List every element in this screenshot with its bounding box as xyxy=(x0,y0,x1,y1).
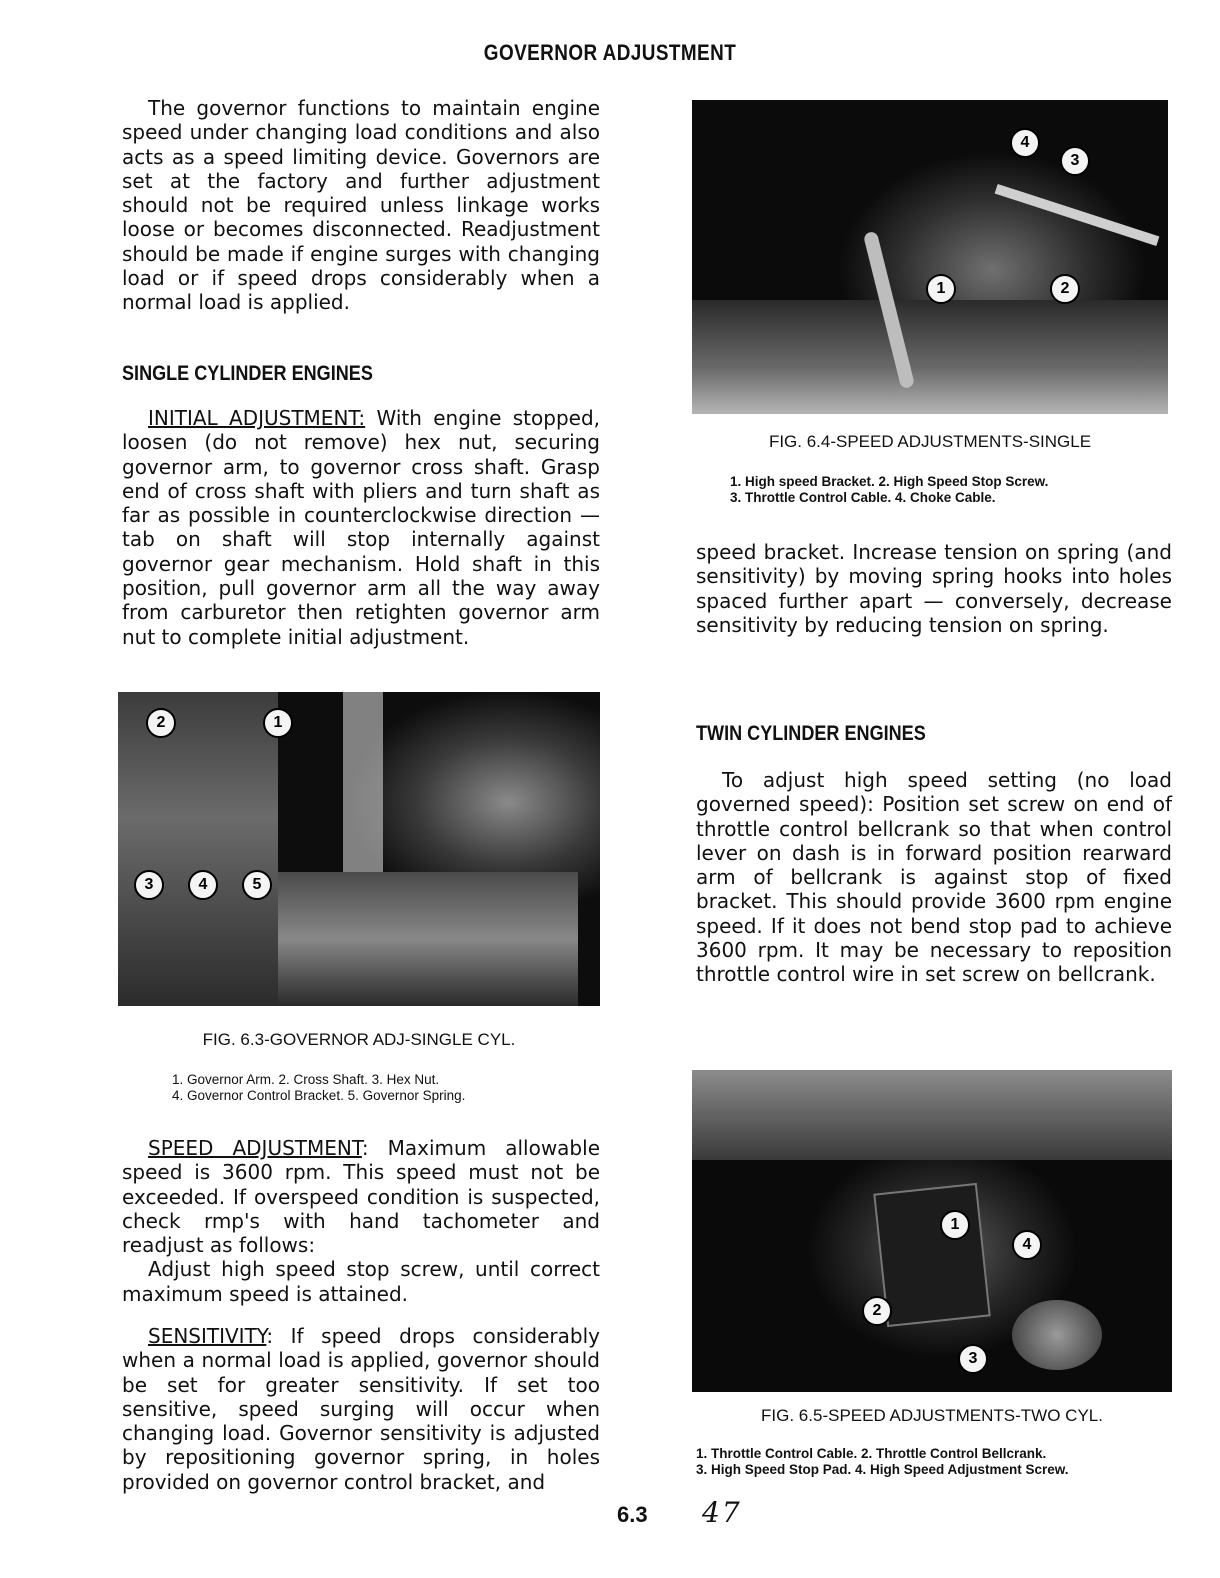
fig-6-3-callout-1: 1 xyxy=(263,708,293,738)
initial-adjustment-label: INITIAL ADJUSTMENT: xyxy=(148,406,366,430)
fig-6-4-callout-3: 3 xyxy=(1060,146,1090,176)
fig-6-5-legend-line-1: 1. Throttle Control Cable. 2. Throttle Control Bellcrank. xyxy=(696,1446,1047,1461)
fig-6-3-callout-3: 3 xyxy=(134,870,164,900)
fig-6-4-caption: FIG. 6.4-SPEED ADJUSTMENTS-SINGLE xyxy=(768,432,1092,451)
initial-adjustment-text: With engine stopped, loosen (do not remove) hex nut, securing governor arm, to governor cross shaft. Grasp end of cross shaft with pliers and turn shaft as far as possible in counterclockwise direction — tab on shaft will stop internally against governor gear mechanism. Hold shaft in this position, pull governor arm all the way away from carburetor then retighten governor arm nut to complete initial adjustment. xyxy=(122,406,600,649)
speed-adjustment-text: : Maximum allowable speed is 3600 rpm. This speed must not be exceeded. If overspeed condition is suspected, check rmp's with hand tachometer and readjust as follows: xyxy=(122,1136,600,1258)
fig-6-4-legend-line-2: 3. Throttle Control Cable. 4. Choke Cable. xyxy=(730,490,996,505)
photo-top xyxy=(692,1070,1172,1160)
fig-6-3-callout-5: 5 xyxy=(242,870,272,900)
fig-6-3-legend xyxy=(172,1072,465,1104)
fig-6-4-photo xyxy=(692,100,1168,414)
twin-cylinder-body xyxy=(696,768,1172,987)
photo-floor xyxy=(692,300,1168,414)
speed-adjustment-label: SPEED ADJUSTMENT xyxy=(148,1136,362,1160)
photo-engine-block xyxy=(278,872,578,1006)
twin-cylinder-paragraph: To adjust high speed setting (no load governed speed): Position set screw on end of throttle control bellcrank so that when control lever on dash is in forward position rearward arm of bellcrank is against stop of fixed bracket. This should provide 3600 rpm engine speed. If it does not bend stop pad to achieve 3600 rpm. It may be necessary to reposition throttle control wire in set screw on bellcrank. xyxy=(696,768,1172,987)
fig-6-5-legend xyxy=(696,1446,1069,1478)
speed-adjustment-paragraph-2: Adjust high speed stop screw, until correct maximum speed is attained. xyxy=(122,1257,600,1306)
fig-6-3-callout-2: 2 xyxy=(146,708,176,738)
photo-filter xyxy=(1012,1300,1102,1370)
fig-6-5-callout-4: 4 xyxy=(1012,1230,1042,1260)
twin-cylinder-heading: TWIN CYLINDER ENGINES xyxy=(696,722,926,745)
intro-paragraph: The governor functions to maintain engine speed under changing load conditions and also acts as a speed limiting device. Governors are set at the factory and further adjustment should not be required unless linkage works loose or becomes disconnected. Readjustment should be made if engine surges with changing load or if speed drops considerably when a normal load is applied. xyxy=(122,96,600,315)
fig-6-3-photo xyxy=(118,692,600,1006)
fig-6-3-legend-line-1: 1. Governor Arm. 2. Cross Shaft. 3. Hex Nut. xyxy=(172,1072,440,1087)
fig-6-5-callout-2: 2 xyxy=(862,1296,892,1326)
fig-6-4-callout-4: 4 xyxy=(1010,128,1040,158)
sensitivity-label: SENSITIVITY xyxy=(148,1324,267,1348)
initial-adjustment-section xyxy=(122,406,600,649)
fig-6-5-callout-3: 3 xyxy=(958,1344,988,1374)
page-title: GOVERNOR ADJUSTMENT xyxy=(483,40,737,65)
fig-6-5-photo xyxy=(692,1070,1172,1392)
fig-6-5-caption: FIG. 6.5-SPEED ADJUSTMENTS-TWO CYL. xyxy=(761,1406,1103,1425)
sensitivity-text: : If speed drops considerably when a normal load is applied, governor should be set for greater sensitivity. If set too sensitive, speed surging will occur when changing load. Governor sensitivity is adjusted by repositioning governor spring, in holes provided on governor control bracket, and xyxy=(122,1324,600,1494)
intro-section xyxy=(122,96,600,315)
fig-6-4-legend-line-1: 1. High speed Bracket. 2. High Speed Stop Screw. xyxy=(730,474,1049,489)
sensitivity-continued-section xyxy=(696,540,1172,637)
fig-6-3-legend-line-2: 4. Governor Control Bracket. 5. Governor Spring. xyxy=(172,1088,466,1103)
single-cylinder-section xyxy=(122,362,600,386)
sensitivity-section xyxy=(122,1324,600,1494)
sensitivity-continued-paragraph: speed bracket. Increase tension on spring (and sensitivity) by moving spring hooks into holes spaced further apart — conversely, decrease sensitivity by reducing tension on spring. xyxy=(696,540,1172,637)
sensitivity-paragraph xyxy=(122,1324,600,1494)
single-cylinder-heading: SINGLE CYLINDER ENGINES xyxy=(122,362,373,385)
fig-6-3-caption: FIG. 6.3-GOVERNOR ADJ-SINGLE CYL. xyxy=(202,1030,516,1049)
speed-adjustment-paragraph xyxy=(122,1136,600,1257)
twin-cylinder-section xyxy=(696,722,1172,746)
fig-6-4-legend xyxy=(730,474,1048,506)
initial-adjustment-paragraph xyxy=(122,406,600,649)
speed-adjustment-section xyxy=(122,1136,600,1306)
fig-6-4-callout-2: 2 xyxy=(1050,274,1080,304)
handwritten-page-number: 47 xyxy=(702,1496,742,1529)
photo-rod xyxy=(995,184,1160,246)
fig-6-5-callout-1: 1 xyxy=(940,1210,970,1240)
page-number: 6.3 xyxy=(617,1502,648,1527)
photo-shade xyxy=(118,692,278,1006)
fig-6-3-callout-4: 4 xyxy=(188,870,218,900)
fig-6-5-legend-line-2: 3. High Speed Stop Pad. 4. High Speed Adjustment Screw. xyxy=(696,1462,1069,1477)
fig-6-4-callout-1: 1 xyxy=(926,274,956,304)
